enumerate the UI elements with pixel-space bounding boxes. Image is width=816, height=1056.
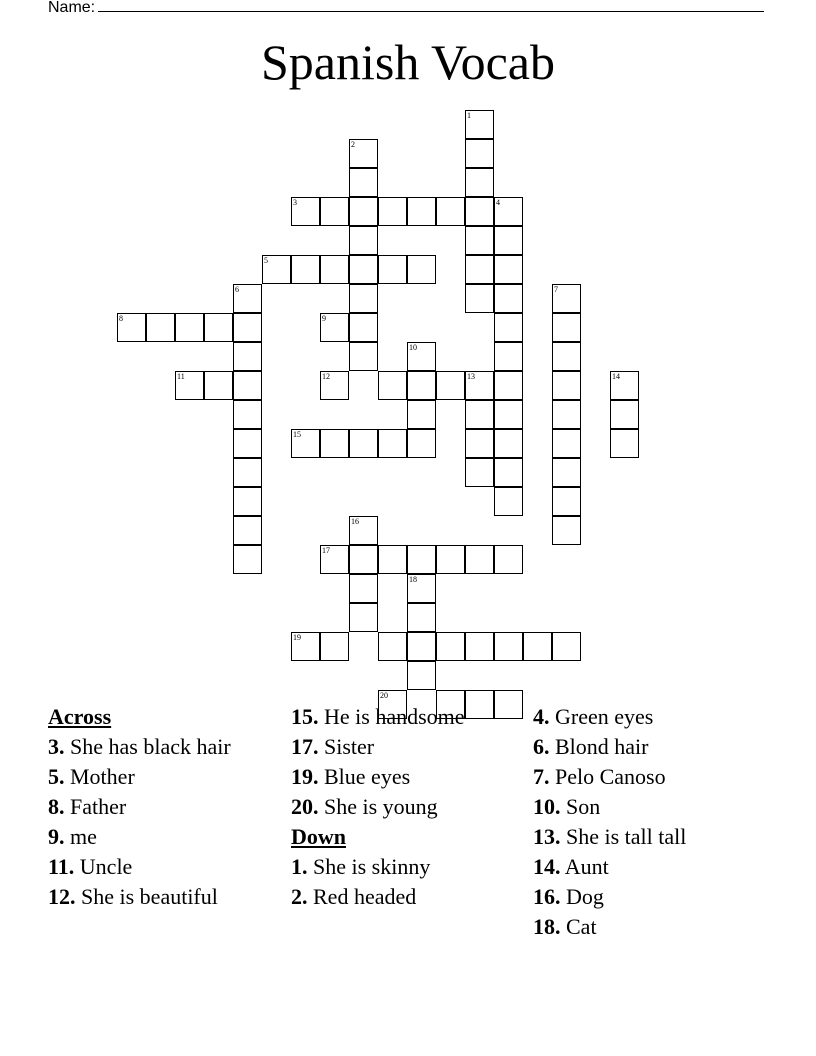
grid-cell[interactable] [349, 545, 378, 574]
clue-item [291, 764, 527, 790]
clue-item [48, 794, 284, 820]
clue-text: Sister [324, 734, 375, 759]
grid-cell[interactable] [494, 458, 523, 487]
clue-number: 3. [48, 734, 65, 759]
grid-cell[interactable] [436, 371, 465, 400]
clue-column-3 [533, 704, 769, 944]
grid-cell[interactable] [320, 313, 349, 342]
grid-cell[interactable] [552, 400, 581, 429]
name-label: Name: [48, 0, 96, 16]
cell-number: 1 [467, 111, 471, 120]
grid-cell[interactable] [349, 342, 378, 371]
grid-cell[interactable] [465, 197, 494, 226]
grid-cell[interactable] [436, 197, 465, 226]
grid-cell[interactable] [320, 371, 349, 400]
grid-cell[interactable] [204, 371, 233, 400]
clue-text: Father [70, 794, 127, 819]
grid-cell[interactable] [233, 516, 262, 545]
grid-cell[interactable] [494, 284, 523, 313]
clue-text: Dog [566, 884, 604, 909]
grid-cell[interactable] [407, 632, 436, 661]
grid-cell[interactable] [291, 197, 320, 226]
clue-item [291, 734, 527, 760]
grid-cell[interactable] [291, 429, 320, 458]
cell-number: 17 [322, 546, 330, 555]
clue-text: Mother [70, 764, 135, 789]
grid-cell[interactable] [552, 284, 581, 313]
clue-number: 12. [48, 884, 76, 909]
grid-cell[interactable] [407, 255, 436, 284]
grid-cell[interactable] [349, 197, 378, 226]
clue-item [48, 734, 284, 760]
clue-number: 9. [48, 824, 65, 849]
cell-number: 20 [380, 691, 388, 700]
clue-item [533, 884, 769, 910]
clue-item [533, 794, 769, 820]
clue-item [291, 854, 527, 880]
grid-cell[interactable] [349, 429, 378, 458]
grid-cell[interactable] [262, 255, 291, 284]
grid-cell[interactable] [407, 603, 436, 632]
grid-cell[interactable] [552, 632, 581, 661]
clue-number: 20. [291, 794, 319, 819]
cell-number: 14 [612, 372, 620, 381]
page-title: Spanish Vocab [261, 34, 555, 90]
grid-cell[interactable] [291, 632, 320, 661]
clue-item [291, 794, 527, 820]
grid-cell[interactable] [233, 371, 262, 400]
grid-cell[interactable] [465, 400, 494, 429]
cell-number: 18 [409, 575, 417, 584]
grid-cell[interactable] [233, 487, 262, 516]
clue-text: She is tall tall [566, 824, 687, 849]
clue-item [48, 854, 284, 880]
grid-cell[interactable] [349, 226, 378, 255]
clue-section-heading: Down [291, 824, 347, 849]
clue-number: 19. [291, 764, 319, 789]
grid-cell[interactable] [465, 139, 494, 168]
clue-text: She is young [324, 794, 438, 819]
clue-number: 18. [533, 914, 561, 939]
grid-cell[interactable] [494, 371, 523, 400]
cell-number: 2 [351, 140, 355, 149]
grid-cell[interactable] [378, 197, 407, 226]
grid-cell[interactable] [436, 632, 465, 661]
grid-cell[interactable] [552, 516, 581, 545]
cell-number: 8 [119, 314, 123, 323]
grid-cell[interactable] [146, 313, 175, 342]
grid-cell[interactable] [494, 255, 523, 284]
cell-number: 11 [177, 372, 185, 381]
grid-cell[interactable] [494, 313, 523, 342]
grid-cell[interactable] [465, 110, 494, 139]
clue-number: 17. [291, 734, 319, 759]
grid-cell[interactable] [320, 545, 349, 574]
grid-cell[interactable] [175, 313, 204, 342]
cell-number: 19 [293, 633, 301, 642]
clue-text: Pelo Canoso [555, 764, 666, 789]
grid-cell[interactable] [349, 168, 378, 197]
grid-cell[interactable] [494, 226, 523, 255]
clue-text: Red headed [313, 884, 417, 909]
grid-cell[interactable] [407, 371, 436, 400]
grid-cell[interactable] [407, 545, 436, 574]
clue-number: 11. [48, 854, 75, 879]
clue-number: 2. [291, 884, 308, 909]
clue-item [533, 704, 769, 730]
grid-cell[interactable] [175, 371, 204, 400]
grid-cell[interactable] [465, 632, 494, 661]
clue-number: 8. [48, 794, 65, 819]
grid-cell[interactable] [378, 255, 407, 284]
grid-cell[interactable] [465, 226, 494, 255]
clue-item [533, 824, 769, 850]
grid-cell[interactable] [349, 139, 378, 168]
grid-cell[interactable] [204, 313, 233, 342]
grid-cell[interactable] [349, 516, 378, 545]
grid-cell[interactable] [233, 545, 262, 574]
clue-text: Green eyes [555, 704, 654, 729]
clue-number: 6. [533, 734, 550, 759]
grid-cell[interactable] [407, 197, 436, 226]
grid-cell[interactable] [349, 313, 378, 342]
grid-cell[interactable] [465, 168, 494, 197]
grid-cell[interactable] [494, 429, 523, 458]
grid-cell[interactable] [523, 632, 552, 661]
grid-cell[interactable] [233, 458, 262, 487]
grid-cell[interactable] [320, 197, 349, 226]
grid-cell[interactable] [552, 458, 581, 487]
grid-cell[interactable] [291, 255, 320, 284]
grid-cell[interactable] [494, 400, 523, 429]
clue-text: Aunt [564, 854, 609, 879]
clue-number: 10. [533, 794, 561, 819]
clue-number: 1. [291, 854, 308, 879]
grid-cell[interactable] [378, 429, 407, 458]
clue-item [291, 704, 527, 730]
clue-text: Cat [566, 914, 597, 939]
grid-cell[interactable] [610, 400, 639, 429]
grid-cell[interactable] [378, 545, 407, 574]
grid-cell[interactable] [117, 313, 146, 342]
grid-cell[interactable] [378, 371, 407, 400]
grid-cell[interactable] [610, 371, 639, 400]
cell-number: 5 [264, 256, 268, 265]
grid-cell[interactable] [552, 313, 581, 342]
grid-cell[interactable] [233, 342, 262, 371]
grid-cell[interactable] [233, 313, 262, 342]
grid-cell[interactable] [349, 284, 378, 313]
cell-number: 6 [235, 285, 239, 294]
clue-item [533, 914, 769, 940]
clue-text: Son [566, 794, 601, 819]
grid-cell[interactable] [407, 429, 436, 458]
clue-number: 5. [48, 764, 65, 789]
cell-number: 7 [554, 285, 558, 294]
grid-cell[interactable] [465, 429, 494, 458]
clue-text: Blue eyes [324, 764, 411, 789]
clue-section-heading: Across [48, 704, 112, 729]
grid-cell[interactable] [349, 603, 378, 632]
grid-cell[interactable] [349, 255, 378, 284]
clue-column-1 [48, 704, 284, 914]
grid-cell[interactable] [407, 400, 436, 429]
grid-cell[interactable] [233, 429, 262, 458]
cell-number: 3 [293, 198, 297, 207]
clue-text: Uncle [79, 854, 133, 879]
clue-item [533, 854, 769, 880]
grid-cell[interactable] [465, 458, 494, 487]
grid-cell[interactable] [494, 197, 523, 226]
cell-number: 13 [467, 372, 475, 381]
grid-cell[interactable] [233, 284, 262, 313]
clue-item [291, 884, 527, 910]
grid-cell[interactable] [465, 371, 494, 400]
grid-cell[interactable] [465, 255, 494, 284]
grid-cell[interactable] [494, 487, 523, 516]
cell-number: 10 [409, 343, 417, 352]
grid-cell[interactable] [233, 400, 262, 429]
grid-cell[interactable] [436, 545, 465, 574]
cell-number: 15 [293, 430, 301, 439]
clue-item [48, 764, 284, 790]
grid-cell[interactable] [610, 429, 639, 458]
cell-number: 16 [351, 517, 359, 526]
clue-number: 7. [533, 764, 550, 789]
grid-cell[interactable] [407, 661, 436, 690]
clue-number: 13. [533, 824, 561, 849]
clue-item [48, 884, 284, 910]
clue-text: me [70, 824, 97, 849]
cell-number: 9 [322, 314, 326, 323]
grid-cell[interactable] [320, 632, 349, 661]
name-field[interactable] [48, 0, 748, 17]
clue-text: She has black hair [70, 734, 231, 759]
clue-number: 15. [291, 704, 319, 729]
grid-cell[interactable] [407, 574, 436, 603]
clue-text: She is skinny [313, 854, 431, 879]
grid-cell[interactable] [378, 632, 407, 661]
cell-number: 12 [322, 372, 330, 381]
grid-cell[interactable] [349, 574, 378, 603]
clue-item [533, 764, 769, 790]
clue-number: 4. [533, 704, 550, 729]
clue-item [533, 734, 769, 760]
grid-cell[interactable] [494, 342, 523, 371]
grid-cell[interactable] [494, 545, 523, 574]
name-blank-line[interactable] [98, 0, 764, 12]
clue-number: 14. [533, 854, 561, 879]
grid-cell[interactable] [320, 429, 349, 458]
grid-cell[interactable] [407, 342, 436, 371]
grid-cell[interactable] [552, 342, 581, 371]
grid-cell[interactable] [494, 632, 523, 661]
cell-number: 4 [496, 198, 500, 207]
clue-column-2 [291, 704, 527, 914]
clue-text: He is handsome [324, 704, 465, 729]
grid-cell[interactable] [552, 429, 581, 458]
grid-cell[interactable] [320, 255, 349, 284]
clue-item [48, 824, 284, 850]
grid-cell[interactable] [552, 487, 581, 516]
grid-cell[interactable] [465, 284, 494, 313]
clue-text: She is beautiful [81, 884, 218, 909]
grid-cell[interactable] [552, 371, 581, 400]
grid-cell[interactable] [465, 545, 494, 574]
clue-number: 16. [533, 884, 561, 909]
clue-text: Blond hair [555, 734, 649, 759]
